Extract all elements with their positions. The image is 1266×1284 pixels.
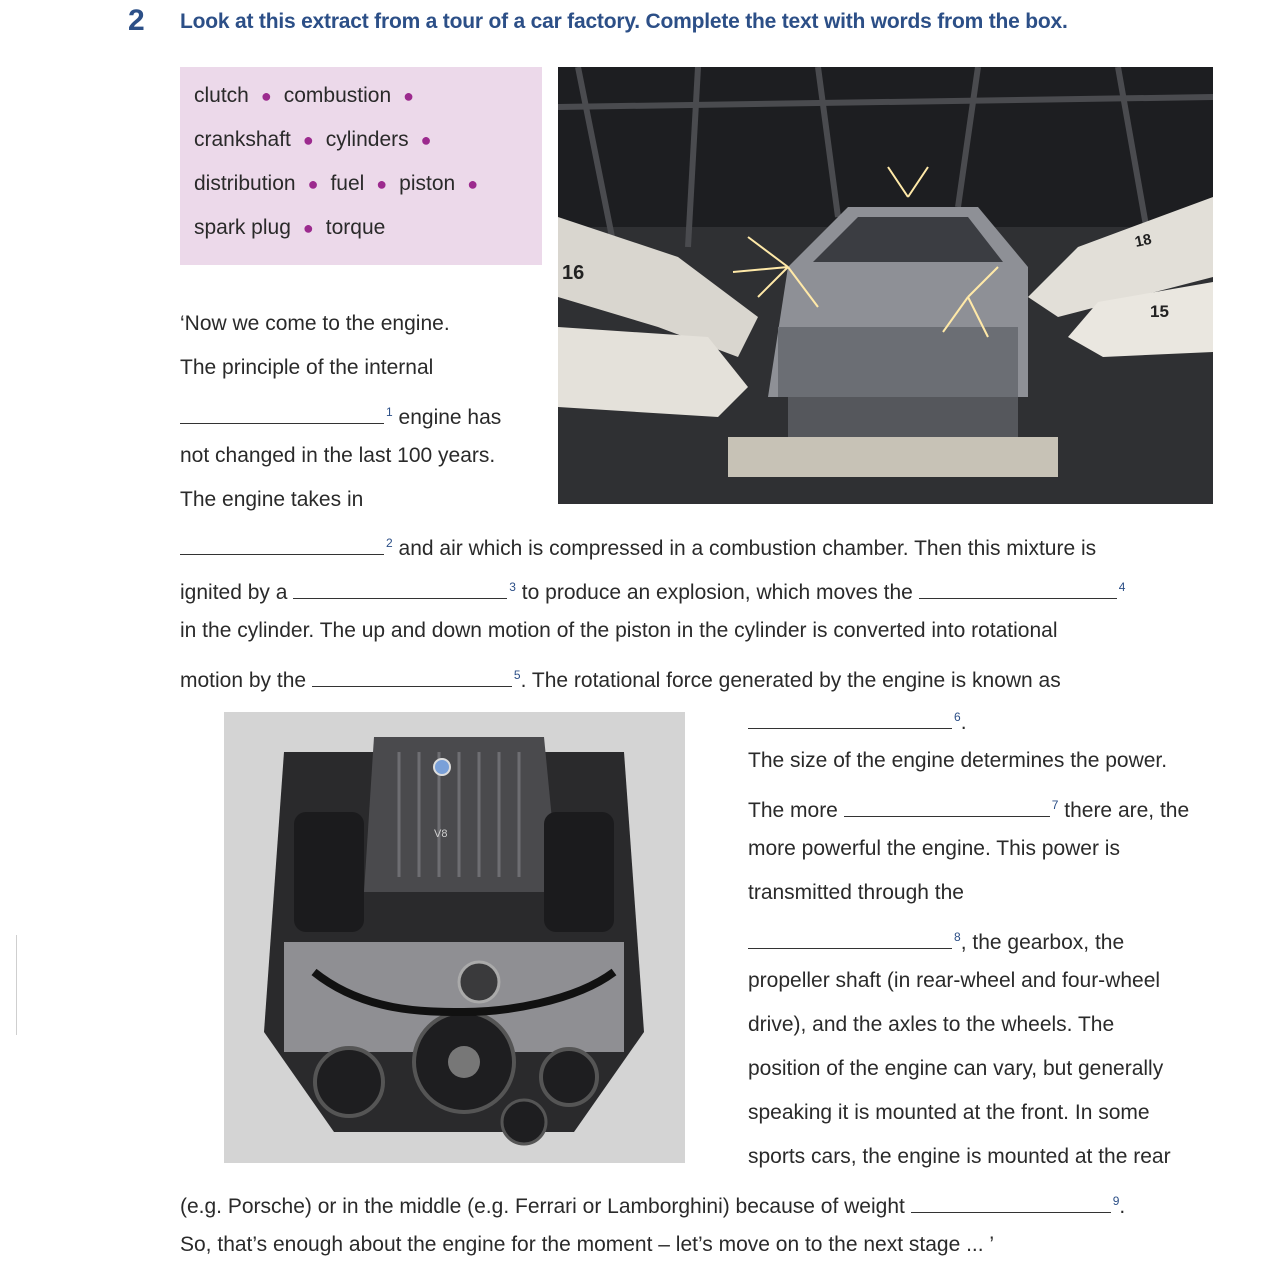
text-line-10 [748, 702, 967, 732]
gap-3[interactable] [293, 578, 507, 599]
gap-2[interactable] [180, 534, 384, 555]
text-line-6 [180, 528, 1096, 558]
text-line-13: more powerful the engine. This power is [748, 837, 1120, 860]
gap-number-1: 1 [386, 405, 393, 419]
factory-label-18: 18 [1133, 230, 1154, 251]
text-segment: engine has [398, 406, 502, 429]
word-piston: piston [399, 172, 456, 195]
text-segment: and air which is compressed in a combustion chamber. Then this mixture is [398, 537, 1097, 560]
word-spark-plug: spark plug [194, 216, 291, 239]
text-line-1: ‘Now we come to the engine. [180, 312, 450, 335]
text-line-4: not changed in the last 100 years. [180, 444, 496, 467]
word-clutch: clutch [194, 84, 249, 107]
text-line-7 [180, 572, 1125, 602]
text-line-12 [748, 790, 1189, 820]
gap-number-7: 7 [1051, 798, 1059, 812]
word-distribution: distribution [194, 172, 296, 195]
gap-number-2: 2 [386, 536, 393, 550]
text-segment: motion by the [180, 669, 307, 692]
text-line-3 [180, 397, 501, 427]
gap-6[interactable] [748, 708, 952, 729]
engine-badge: V8 [434, 828, 448, 840]
text-segment: . The rotational force generated by the engine is known as [520, 669, 1061, 692]
bullet-icon: ● [376, 174, 388, 194]
factory-label-15: 15 [1150, 302, 1169, 321]
gap-number-4: 4 [1118, 580, 1126, 594]
text-line-15 [748, 922, 1124, 952]
word-crankshaft: crankshaft [194, 128, 291, 151]
text-line-17: drive), and the axles to the wheels. The [748, 1013, 1115, 1036]
text-line-16: propeller shaft (in rear-wheel and four-wheel [748, 969, 1161, 992]
text-line-21 [180, 1186, 1125, 1216]
bullet-icon: ● [302, 130, 314, 150]
bullet-icon: ● [302, 218, 314, 238]
gap-5[interactable] [312, 666, 512, 687]
text-line-19: speaking it is mounted at the front. In some [748, 1101, 1150, 1124]
word-torque: torque [325, 216, 386, 239]
word-fuel: fuel [330, 172, 365, 195]
bullet-icon: ● [403, 86, 414, 106]
gap-9[interactable] [911, 1192, 1111, 1213]
gap-4[interactable] [919, 578, 1117, 599]
text-line-18: position of the engine can vary, but generally [748, 1057, 1164, 1080]
exercise-number: 2 [128, 4, 145, 37]
gap-8[interactable] [748, 928, 952, 949]
gap-number-8: 8 [954, 930, 961, 944]
text-line-8: in the cylinder. The up and down motion of the piston in the cylinder is converted into rotational [180, 619, 1058, 642]
gap-number-3: 3 [509, 580, 516, 594]
text-line-2: The principle of the internal [180, 356, 434, 379]
text-line-22: So, that’s enough about the engine for the moment – let’s move on to the next stage ... ’ [180, 1233, 995, 1256]
gap-7[interactable] [844, 796, 1050, 817]
text-line-5: The engine takes in [180, 488, 364, 511]
gap-number-9: 9 [1112, 1194, 1120, 1208]
text-line-11: The size of the engine determines the power. [748, 749, 1168, 772]
factory-label-16: 16 [562, 262, 585, 284]
text-segment: there are, the [1064, 799, 1190, 822]
text-segment: to produce an explosion, which moves the [521, 581, 913, 604]
bullet-icon: ● [307, 174, 319, 194]
text-segment: . [1119, 1195, 1126, 1218]
exercise-instruction: Look at this extract from a tour of a car factory. Complete the text with words from the box. [180, 10, 1068, 33]
text-line-20: sports cars, the engine is mounted at the rear [748, 1145, 1171, 1168]
bullet-icon: ● [260, 86, 272, 106]
gap-number-6: 6 [954, 710, 961, 724]
bullet-icon: ● [467, 174, 479, 194]
gap-1[interactable] [180, 403, 384, 424]
word-box [180, 67, 542, 265]
text-segment: ignited by a [180, 581, 288, 604]
text-segment: . [960, 711, 967, 734]
factory-photo [558, 67, 1213, 504]
text-line-9 [180, 660, 1061, 690]
page-margin-divider [16, 935, 17, 1035]
word-cylinders: cylinders [325, 128, 409, 151]
text-segment: The more [748, 799, 838, 822]
engine-photo [224, 712, 685, 1163]
text-segment: , the gearbox, the [960, 931, 1125, 954]
gap-number-5: 5 [513, 668, 521, 682]
bullet-icon: ● [420, 130, 432, 150]
text-line-14: transmitted through the [748, 881, 964, 904]
word-combustion: combustion [283, 84, 392, 107]
text-segment: (e.g. Porsche) or in the middle (e.g. Ferrari or Lamborghini) because of weight [180, 1195, 905, 1218]
